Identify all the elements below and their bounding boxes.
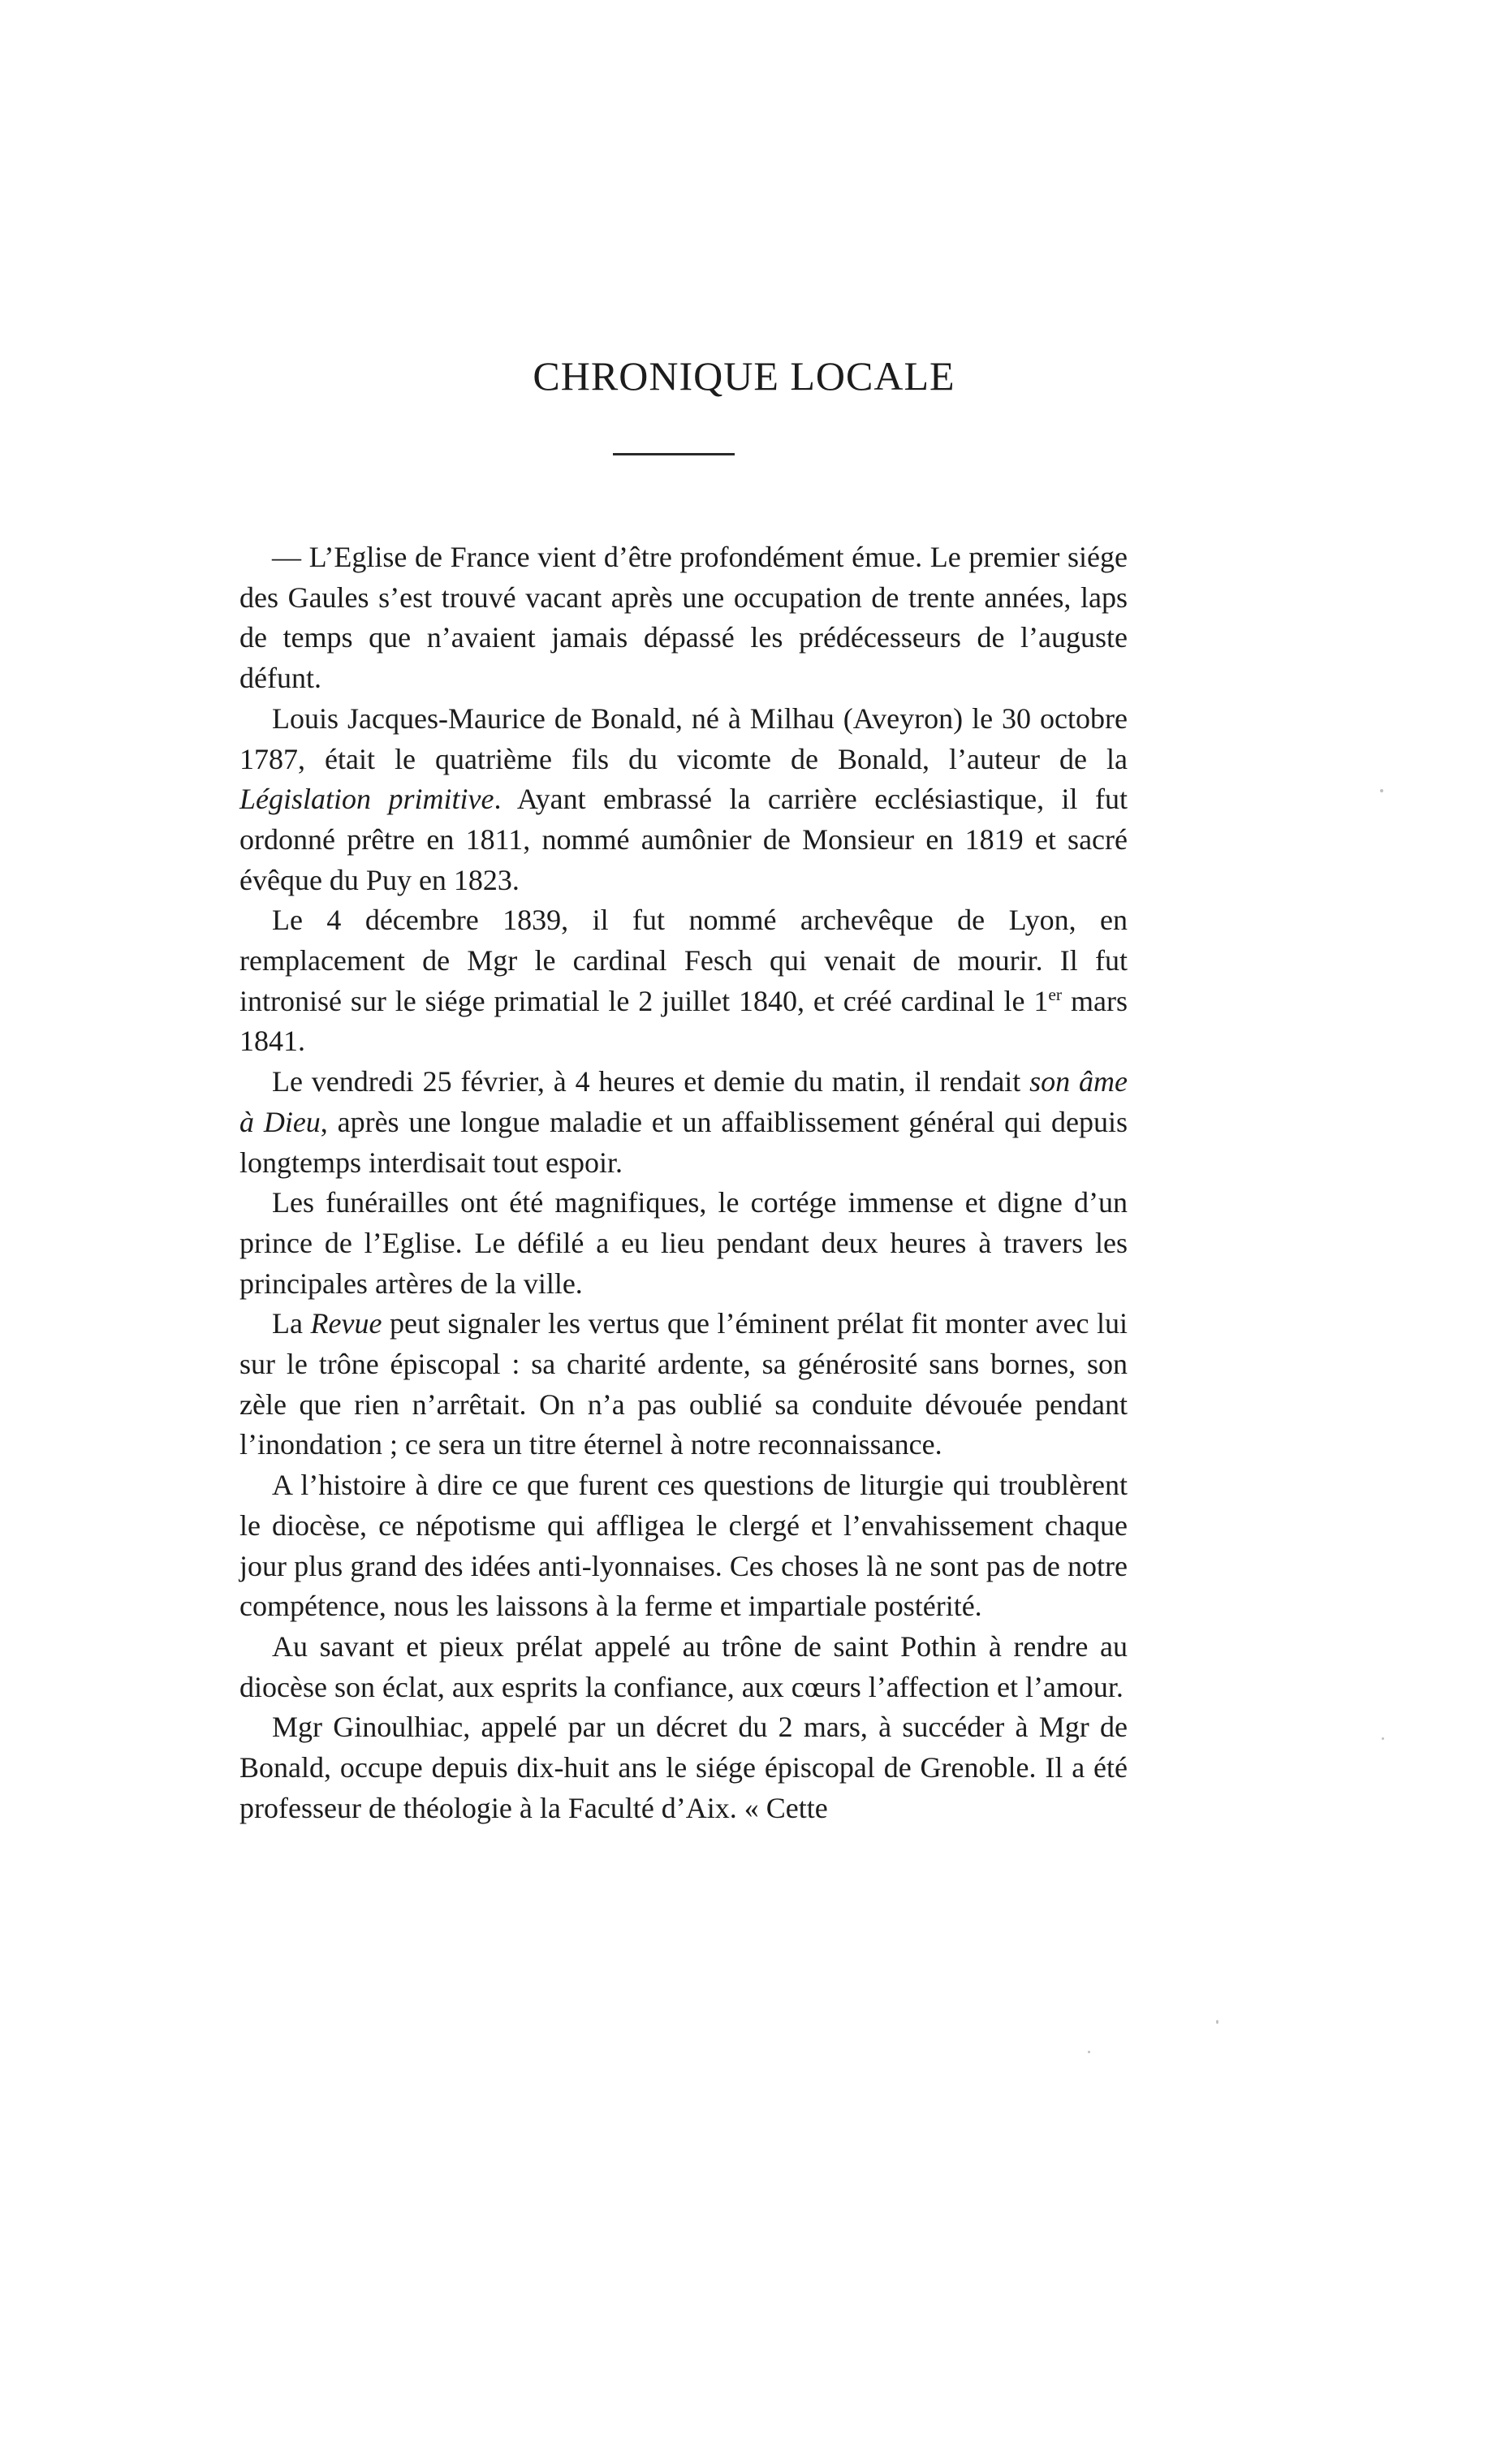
paragraph-text: Louis Jacques-Maurice de Bonald, né à Milhau (Aveyron) le 30 octobre 1787, était le quatrième fils du vicomte de Bonald, l’auteur de la: [239, 701, 1128, 775]
paragraph-text: Les funérailles ont été magnifiques, le cortége immense et digne d’un prince de l’Eglise. Le défilé a eu lieu pendant deux heures à travers les principales artères de la ville.: [239, 1186, 1128, 1300]
scan-speck: [1088, 2051, 1090, 2053]
paragraph-text: mars 1841.: [239, 984, 1128, 1058]
paragraph: [239, 699, 1128, 901]
paragraph: [239, 900, 1128, 1062]
paragraph-text: Au savant et pieux prélat appelé au trône de saint Pothin à rendre au diocèse son éclat, aux esprits la confiance, aux cœurs l’affection et l’amour.: [239, 1629, 1128, 1703]
paragraph-text: , après une longue maladie et un affaiblissement général qui depuis longtemps interdisait tout espoir.: [239, 1105, 1128, 1179]
title-rule: [613, 453, 735, 455]
paragraph: [239, 1304, 1128, 1465]
paragraph: [239, 1465, 1128, 1627]
paragraph-text: — L’Eglise de France vient d’être profondément émue. Le premier siége des Gaules s’est trouvé vacant après une occupation de trente années, laps de temps que n’avaient jamais dépassé les prédécesseurs de l’auguste défunt.: [239, 541, 1128, 695]
paragraph-text: . Ayant embrassé la carrière ecclésiastique, il fut ordonné prêtre en 1811, nommé aumônier de Monsieur en 1819 et sacré évêque du Puy en 1823.: [239, 783, 1128, 896]
scan-speck: [1216, 2020, 1218, 2024]
paragraph-text: La: [272, 1307, 311, 1340]
paragraph: [239, 1062, 1128, 1183]
ordinal-suffix: er: [1048, 984, 1063, 1004]
article-body: [239, 537, 1128, 1829]
paragraph-text: Le vendredi 25 février, à 4 heures et demie du matin, il rendait: [272, 1065, 1030, 1098]
journal-title: Revue: [310, 1307, 382, 1340]
paragraph: [239, 1707, 1128, 1828]
page-title: CHRONIQUE LOCALE: [533, 353, 955, 399]
book-title: Législation primitive: [239, 783, 494, 816]
paragraph-text: A l’histoire à dire ce que furent ces questions de liturgie qui troublèrent le diocèse, ce népotisme qui affligea le clergé et l’envahissement chaque jour plus grand des idées anti-lyonnaises. Ces choses là ne sont pas de notre compétence, nous les laissons à la ferme et impartiale postérité.: [239, 1469, 1128, 1623]
scan-speck: [1382, 1737, 1384, 1740]
paragraph: [239, 1183, 1128, 1304]
emphasis-text: son âme à Dieu: [239, 1065, 1128, 1138]
paragraph: [239, 1627, 1128, 1707]
paragraph-text: peut signaler les vertus que l’éminent prélat fit monter avec lui sur le trône épiscopal : sa charité ardente, sa générosité sans bornes, son zèle que rien n’arrêtait. On n’a pas oublié sa conduite dévouée pendant l’inondation ; ce sera un titre éternel à notre reconnaissance.: [239, 1307, 1128, 1461]
paragraph-text: Le 4 décembre 1839, il fut nommé archevêque de Lyon, en remplacement de Mgr le cardinal Fesch qui venait de mourir. Il fut intronisé sur le siége primatial le 2 juillet 1840, et créé cardinal le 1: [239, 904, 1128, 1017]
paragraph-text: Mgr Ginoulhiac, appelé par un décret du 2 mars, à succéder à Mgr de Bonald, occupe depuis dix-huit ans le siége épiscopal de Grenoble. Il a été professeur de théologie à la Faculté d’Aix. « Cette: [239, 1711, 1128, 1824]
scan-speck: [1380, 789, 1383, 792]
paragraph: [239, 537, 1128, 699]
